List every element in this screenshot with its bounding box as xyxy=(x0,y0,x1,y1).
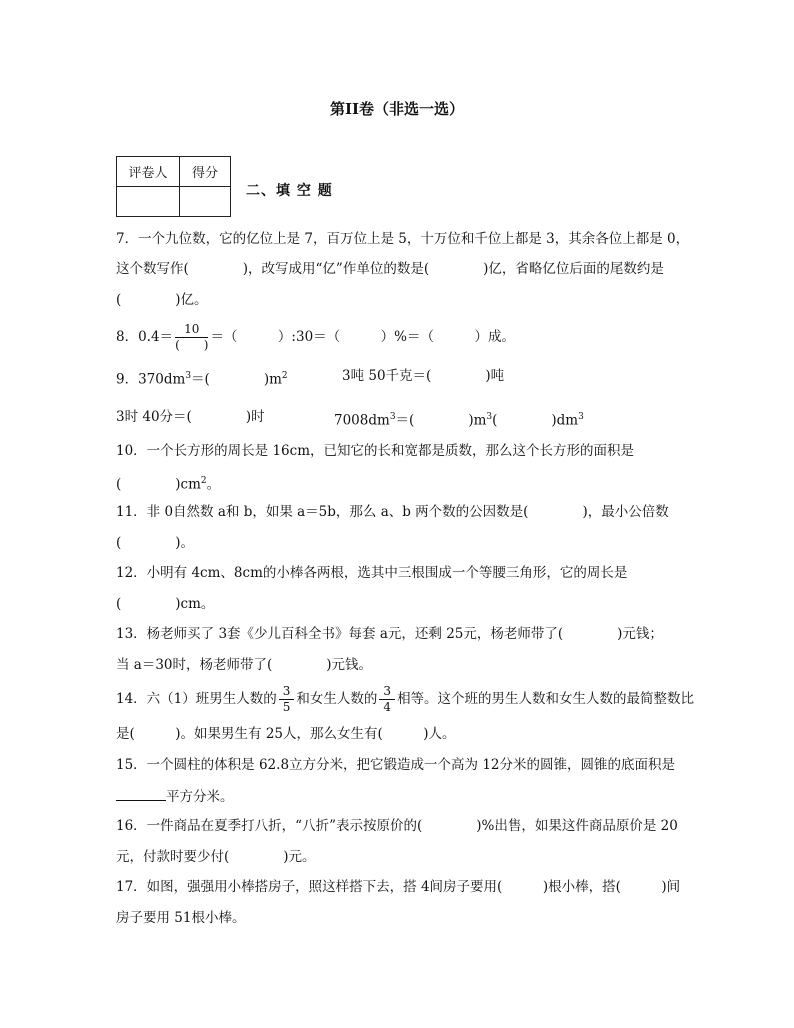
q14-line1 xyxy=(116,684,694,715)
score-cell[interactable] xyxy=(180,187,231,217)
q9-part-d xyxy=(334,407,584,431)
q14-fraction-1 xyxy=(279,684,295,715)
q10-line2 xyxy=(116,471,220,495)
q14-p1: 14．六（1）班男生人数的 xyxy=(116,691,277,707)
q15-answer-blank[interactable] xyxy=(116,786,166,801)
q8-suffix: ＝（ ）:30＝（ ）%＝（ ）成。 xyxy=(210,329,515,345)
q14-p2: 和女生人数的 xyxy=(296,691,378,707)
q7-line2: 这个数写作( )，改写成用“亿”作单位的数是( )亿，省略亿位后面的尾数约是 xyxy=(116,261,664,277)
q9-d2-text: ＝( )m xyxy=(395,412,487,429)
q8-line xyxy=(116,322,515,353)
q9-d3-sup: 3 xyxy=(578,412,584,422)
q9-part-c: 3时 40分＝( )时 xyxy=(116,409,265,425)
q9-a2-sup: 2 xyxy=(281,371,288,381)
q9-a2-text: ＝( )m xyxy=(191,371,282,388)
q10-l2-text: ( )cm xyxy=(116,476,201,493)
q10-line1: 10．一个长方形的周长是 16cm，已知它的长和宽都是质数，那么这个长方形的面积是 xyxy=(116,443,635,459)
reviewer-header: 评卷人 xyxy=(117,157,180,187)
q7-line3: ( )亿。 xyxy=(116,292,208,308)
reviewer-cell[interactable] xyxy=(117,187,180,217)
q14-f1-num: 3 xyxy=(279,684,295,700)
q9-a-sup: 3 xyxy=(185,371,192,381)
q10-l2-end: 。 xyxy=(206,476,221,493)
q8-fraction xyxy=(175,322,208,353)
q8-numerator: 10 xyxy=(175,322,208,338)
q14-f2-num: 3 xyxy=(379,684,395,700)
q15-line2 xyxy=(116,786,234,807)
q14-f1-den: 5 xyxy=(282,700,291,714)
q14-line2: 是( )。如果男生有 25人，那么女生有( )人。 xyxy=(116,726,456,742)
q16-line1: 16．一件商品在夏季打八折，“八折”表示按原价的( )%出售，如果这件商品原价是 20 xyxy=(116,818,678,834)
q8-prefix: 8．0.4＝ xyxy=(116,329,174,345)
score-header: 得分 xyxy=(180,157,231,187)
q9-a-text: 9．370dm xyxy=(116,371,186,388)
page-title: 第II卷（非选一选） xyxy=(329,100,465,118)
q16-line2: 元，付款时要少付( )元。 xyxy=(116,849,316,865)
q9-d-sup: 3 xyxy=(389,412,396,422)
q14-f2-den: 4 xyxy=(383,700,392,714)
q9-part-b: 3吨 50千克＝( )吨 xyxy=(342,368,505,384)
q7-line1: 7．一个九位数，它的亿位上是 7，百万位上是 5，十万位和千位上都是 3，其余各位上都是 0， xyxy=(116,231,690,247)
q10-l2-sup: 2 xyxy=(200,476,207,486)
q9-d2-sup: 3 xyxy=(486,412,493,422)
q9-part-a xyxy=(116,366,288,390)
q14-p3: 相等。这个班的男生人数和女生人数的最简整数比 xyxy=(397,691,695,707)
q14-fraction-2 xyxy=(379,684,395,715)
q11-line1: 11．非 0自然数 a和 b，如果 a＝5b，那么 a、b 两个数的公因数是( )，最小公倍数 xyxy=(116,504,669,520)
q15-l2-end: 平方分米。 xyxy=(166,789,234,805)
q13-line2: 当 a＝30时，杨老师带了( )元钱。 xyxy=(116,657,373,673)
q9-d3-text: ( )dm xyxy=(492,412,579,429)
q12-line2: ( )cm。 xyxy=(116,596,215,612)
q9-d-text: 7008dm xyxy=(334,412,390,429)
score-table xyxy=(116,156,231,217)
q8-denominator: ( ) xyxy=(175,338,209,352)
q15-line1: 15．一个圆柱的体积是 62.8立方分米，把它锻造成一个高为 12分米的圆锥，圆锥的底面积是 xyxy=(116,757,675,773)
q17-line1: 17．如图，强强用小棒搭房子，照这样搭下去，搭 4间房子要用( )根小棒，搭( )间 xyxy=(116,879,681,895)
section-title: 二、填 空 题 xyxy=(246,183,333,199)
q17-line2: 房子要用 51根小棒。 xyxy=(116,910,246,926)
q13-line1: 13．杨老师买了 3套《少儿百科全书》每套 a元，还剩 25元，杨老师带了( )元钱； xyxy=(116,626,663,642)
q12-line1: 12．小明有 4cm、8cm的小棒各两根，选其中三根围成一个等腰三角形，它的周长是 xyxy=(116,565,628,581)
q11-line2: ( )。 xyxy=(116,535,195,551)
